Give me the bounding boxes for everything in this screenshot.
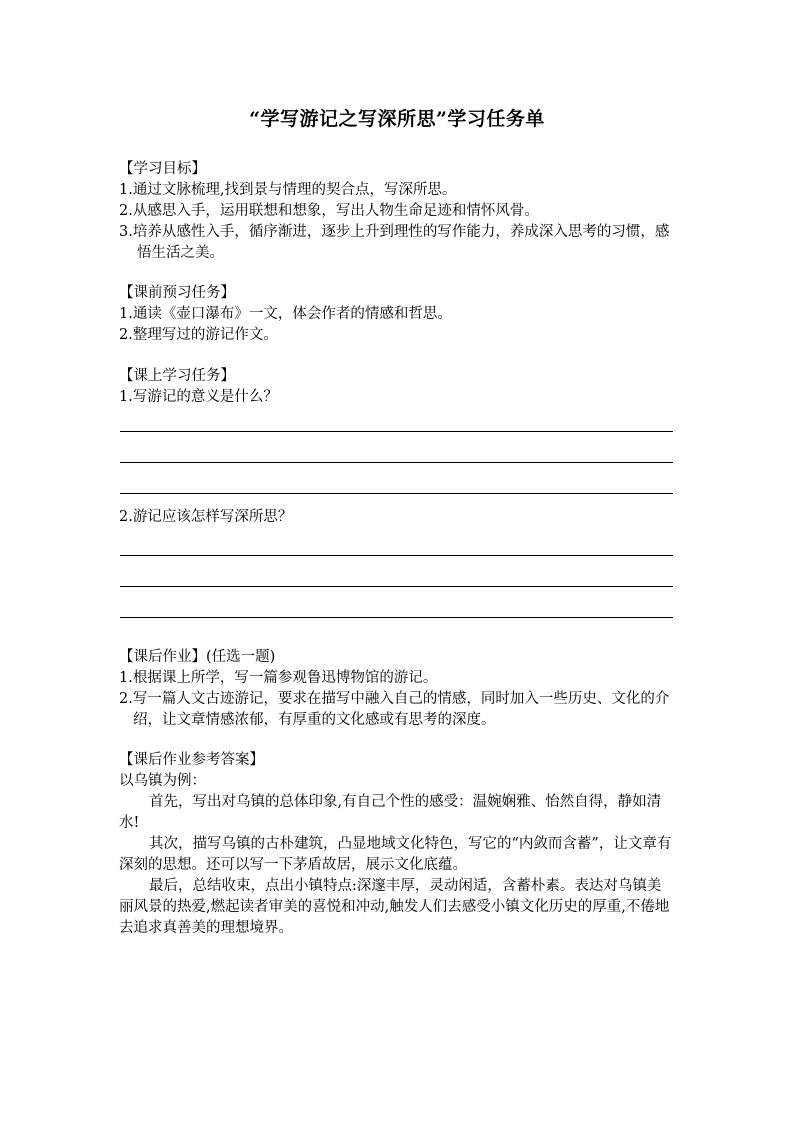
reference-answer-section [119, 750, 675, 939]
inclass-question-1: 1.写游记的意义是什么？ [119, 389, 278, 405]
preview-item-2: 2.整理写过的游记作文。 [119, 327, 278, 343]
inclass-question-2-block [119, 507, 675, 528]
inclass-tasks-heading: 【课上学习任务】 [119, 368, 235, 384]
inclass-tasks-section [119, 366, 675, 408]
answer-line-q2-3[interactable] [120, 617, 673, 618]
answer-paragraph-1: 首先，写出对乌镇的总体印象,有自己个性的感受：温婉娴雅、怡然自得，静如清水! [119, 794, 662, 831]
preview-tasks-section [119, 283, 675, 346]
homework-item-2: 2.写一篇人文古迹游记，要求在描写中融入自己的情感，同时加入一些历史、文化的介绍，让文章情感浓郁，有厚重的文化感或有思考的深度。 [119, 691, 670, 728]
homework-item-1: 1.根据课上所学，写一篇参观鲁迅博物馆的游记。 [119, 670, 438, 686]
reference-answer-heading: 【课后作业参考答案】 [119, 752, 264, 768]
answer-paragraph-2: 其次，描写乌镇的古朴建筑，凸显地域文化特色，写它的“内敛而含蓄”，让文章有深刻的思想。还可以写一下茅盾故居，展示文化底蕴。 [119, 836, 672, 873]
homework-section [119, 647, 675, 731]
learning-goals-section [119, 159, 675, 264]
goal-item-2: 2.从感思入手，运用联想和想象，写出人物生命足迹和情怀风骨。 [119, 203, 539, 219]
answer-line-q2-1[interactable] [120, 555, 673, 556]
answer-line-q1-3[interactable] [120, 493, 673, 494]
answer-line-q1-2[interactable] [120, 462, 673, 463]
answer-paragraph-3: 最后，总结收束，点出小镇特点:深邃丰厚，灵动闲适，含蓄朴素。表达对乌镇美丽风景的热爱,燃起读者审美的喜悦和冲动,触发人们去感受小镇文化历史的厚重,不倦地去追求真善美的理想境界。 [119, 878, 670, 936]
answer-line-q2-2[interactable] [120, 586, 673, 587]
learning-goals-heading: 【学习目标】 [119, 161, 206, 177]
preview-item-1: 1.通读《壶口瀑布》一文，体会作者的情感和哲思。 [119, 306, 452, 322]
goal-item-1: 1.通过文脉梳理,找到景与情理的契合点，写深所思。 [119, 182, 457, 198]
inclass-question-2: 2.游记应该怎样写深所思？ [119, 509, 293, 525]
reference-answer-intro: 以乌镇为例： [119, 773, 206, 789]
answer-line-q1-1[interactable] [120, 431, 673, 432]
goal-item-3: 3.培养从感性入手，循序渐进，逐步上升到理性的写作能力，养成深入思考的习惯，感悟生活之美。 [119, 224, 670, 261]
preview-tasks-heading: 【课前预习任务】 [119, 285, 235, 301]
page-title: “学写游记之写深所思”学习任务单 [249, 108, 545, 130]
homework-heading: 【课后作业】(任选一题) [119, 649, 276, 665]
